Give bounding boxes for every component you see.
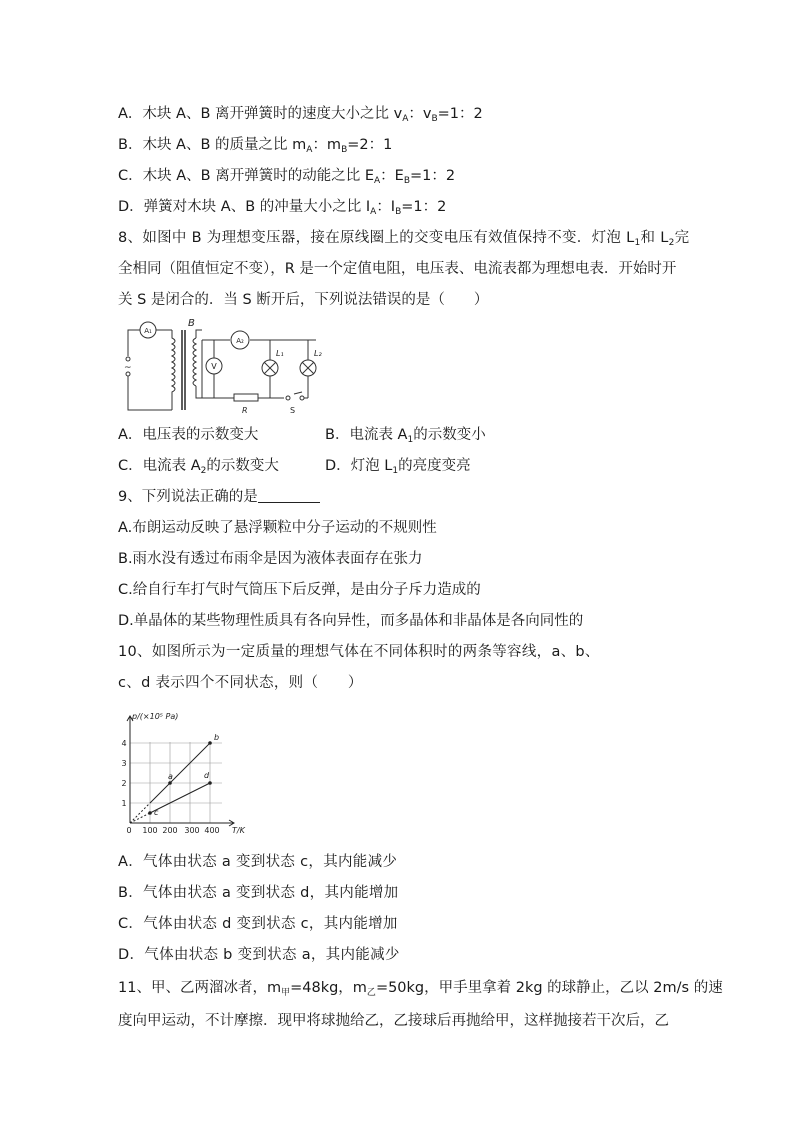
transformer-label: B [188,318,195,329]
q10-stem-line2: c、d 表示四个不同状态，则（ ） [118,675,363,691]
q10-option-d: D．气体由状态 b 变到状态 a，其内能减少 [118,947,400,963]
isochore-graph [116,708,262,838]
x-axis-label: T/K [232,826,245,835]
answer-blank [258,488,320,503]
q9-option-d: D.单晶体的某些物理性质具有各向异性，而多晶体和非晶体是各向同性的 [118,613,584,629]
state-a-label: a [168,772,173,781]
q10-option-a: A．气体由状态 a 变到状态 c，其内能减少 [118,854,398,870]
q10-option-b: B．气体由状态 a 变到状态 d，其内能增加 [118,885,399,901]
q7-option-a: A．木块 A、B 离开弹簧时的速度大小之比 $v_A$：$v_B=1$：2 [118,106,483,124]
ammeter-a1-label: A₁ [144,327,152,335]
state-b-label: b [214,733,220,742]
q11-stem-line2: 度向甲运动，不计摩擦．现甲将球抛给乙，乙接球后再抛给甲，这样抛接若干次后，乙 [118,1013,669,1029]
q8-option-d: D．灯泡 $L_1$的亮度变亮 [325,458,471,476]
state-a-point [168,781,172,785]
x-tick-400: 400 [204,826,220,835]
q8-stem-line3: 关 S 是闭合的．当 S 断开后，下列说法错误的是（ ） [118,292,489,308]
q10-stem-line1: 10、如图所示为一定质量的理想气体在不同体积时的两条等容线，a、b、 [118,644,600,660]
y-tick-4: 4 [121,739,127,748]
q8-stem-line1: 8、如图中 B 为理想变压器，接在原线圈上的交变电压有效值保持不变．灯泡 $L_1$和 $L_2$完 [118,230,690,248]
lamp-l1-label: L₁ [276,349,284,358]
lamp-l2-label: L₂ [314,349,322,358]
state-c-label: c [154,808,159,817]
x-tick-100: 100 [142,826,158,835]
q7-option-d: D．弹簧对木块 A、B 的冲量大小之比 $I_A$：$I_B=1$：2 [118,199,447,217]
q8-option-b: B．电流表 $A_1$的示数变小 [325,427,486,445]
q8-stem-line2: 全相同（阻值恒定不变），R 是一个定值电阻，电压表、电流表都为理想电表．开始时开 [118,261,677,277]
state-b-point [208,741,212,745]
ammeter-a2-label: A₂ [236,337,244,345]
q10-option-c: C．气体由状态 d 变到状态 c，其内能增加 [118,916,398,932]
voltmeter-label: V [211,362,217,371]
x-tick-300: 300 [184,826,200,835]
q7-option-c: C．木块 A、B 离开弹簧时的动能之比 $E_A$：$E_B=1$：2 [118,168,456,186]
y-tick-3: 3 [121,759,127,768]
x-tick-0: 0 [126,826,132,835]
y-tick-1: 1 [121,799,127,808]
y-axis-label: p/(×10⁵ Pa) [132,712,179,721]
q9-option-a: A.布朗运动反映了悬浮颗粒中分子运动的不规则性 [118,520,437,536]
state-d-label: d [204,771,210,780]
q9-option-c: C.给自行车打气时气筒压下后反弹，是由分子斥力造成的 [118,582,481,598]
switch-label: S [290,406,296,415]
transformer-circuit-diagram [118,316,336,416]
state-d-point [208,781,212,785]
state-c-point [148,811,152,815]
q7-option-b: B．木块 A、B 的质量之比 $m_A$：$m_B=2$：1 [118,137,393,155]
ac-source-symbol: ~ [124,363,132,373]
q8-option-a: A．电压表的示数变大 [118,427,259,443]
x-tick-200: 200 [162,826,178,835]
y-tick-2: 2 [121,779,127,788]
q9-stem: 9、下列说法正确的是 [118,487,320,507]
q9-option-b: B.雨水没有透过布雨伞是因为液体表面存在张力 [118,551,423,567]
q11-stem-line1: 11、甲、乙两溜冰者，$m_甲=48kg$，$m_乙=50kg$，甲手里拿着 2kg 的球静止，乙以 2m/s 的速 [118,980,723,998]
q8-option-c: C．电流表 $A_2$的示数变大 [118,458,279,476]
resistor-label: R [242,406,248,415]
